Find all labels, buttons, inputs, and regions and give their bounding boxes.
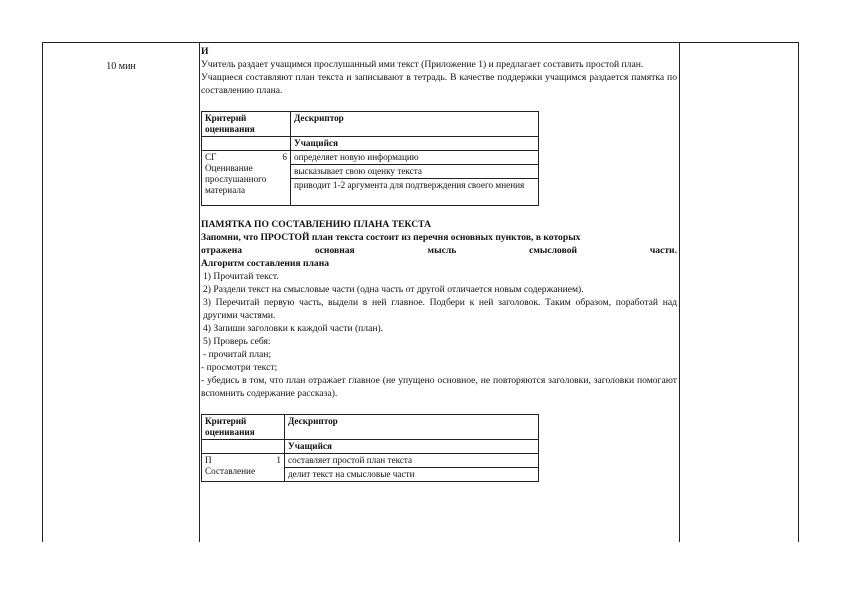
t2-header-descriptor: Дескриптор bbox=[285, 415, 539, 440]
assessment-table-1 bbox=[201, 111, 539, 206]
t1-descriptor: высказывает свою оценку текста bbox=[291, 165, 539, 179]
activity-cell bbox=[201, 45, 677, 482]
t2-header-student: Учащийся bbox=[285, 440, 539, 454]
memo-check: - убедись в том, что план отражает главное (не упущено основное, не повторяются заголовки, заголовки помогают вспомнить содержание рассказа). bbox=[201, 375, 677, 399]
memo-remember-words: отражена основная мысль смысловой части. bbox=[201, 245, 677, 256]
t2-crit-text: Составление bbox=[205, 466, 256, 476]
t2-crit-num: 1 bbox=[276, 455, 281, 465]
assessment-table-2 bbox=[201, 414, 539, 482]
t1-header-criterion: Критерий оценивания bbox=[202, 112, 291, 137]
t1-crit-num: 6 bbox=[282, 152, 287, 162]
t1-descriptor: приводит 1-2 аргумента для подтверждения своего мнения bbox=[291, 179, 539, 206]
intro-paragraph-2: Учащиеся составляют план текста и записывают в тетрадь. В качестве поддержки учащимся раздается памятка по составлению плана. bbox=[201, 72, 677, 96]
t1-criterion-cell bbox=[202, 151, 291, 206]
memo-step: 4) Запиши заголовки к каждой части (план). bbox=[203, 323, 384, 334]
t1-descriptor: определяет новую информацию bbox=[291, 151, 539, 165]
t1-header-student: Учащийся bbox=[291, 137, 539, 151]
t2-descriptor: делит текст на смысловые части bbox=[285, 468, 539, 482]
memo-check: - прочитай план; bbox=[203, 349, 272, 360]
time-cell: 10 мин bbox=[106, 61, 136, 72]
memo-step: 2) Раздели текст на смысловые части (одна часть от другой отличается новым содержанием). bbox=[203, 284, 584, 295]
column-divider-1 bbox=[199, 43, 200, 542]
t2-descriptor: составляет простой план текста bbox=[285, 454, 539, 468]
memo-title: ПАМЯТКА ПО СОСТАВЛЕНИЮ ПЛАНА ТЕКСТА bbox=[201, 219, 431, 230]
t2-criterion-cell bbox=[202, 454, 285, 482]
t1-crit-code: СГ bbox=[205, 152, 217, 162]
memo-check: - просмотри текст; bbox=[201, 362, 278, 373]
intro-paragraph-1: Учитель раздает учащимся прослушанный ими текст (Приложение 1) и предлагает составить простой план. bbox=[201, 59, 644, 70]
memo-step: 1) Прочитай текст. bbox=[203, 271, 279, 282]
t2-header-criterion: Критерий оценивания bbox=[202, 415, 285, 440]
t1-crit-text: Оценивание прослушанного материала bbox=[205, 163, 267, 195]
activity-label: И bbox=[201, 46, 209, 57]
lesson-table bbox=[42, 42, 799, 542]
column-divider-2 bbox=[679, 43, 680, 542]
memo-step: 3) Перечитай первую часть, выдели в ней главное. Подбери к ней заголовок. Таким образом, поработай над другими частями. bbox=[203, 297, 677, 321]
t2-crit-code: П bbox=[205, 455, 212, 465]
memo-step: 5) Проверь себя: bbox=[203, 336, 271, 347]
memo-algorithm-title: Алгоритм составления плана bbox=[201, 258, 330, 269]
memo-remember-line: Запомни, что ПРОСТОЙ план текста состоит из перечня основных пунктов, в которых bbox=[201, 232, 581, 243]
t1-header-descriptor: Дескриптор bbox=[291, 112, 539, 137]
